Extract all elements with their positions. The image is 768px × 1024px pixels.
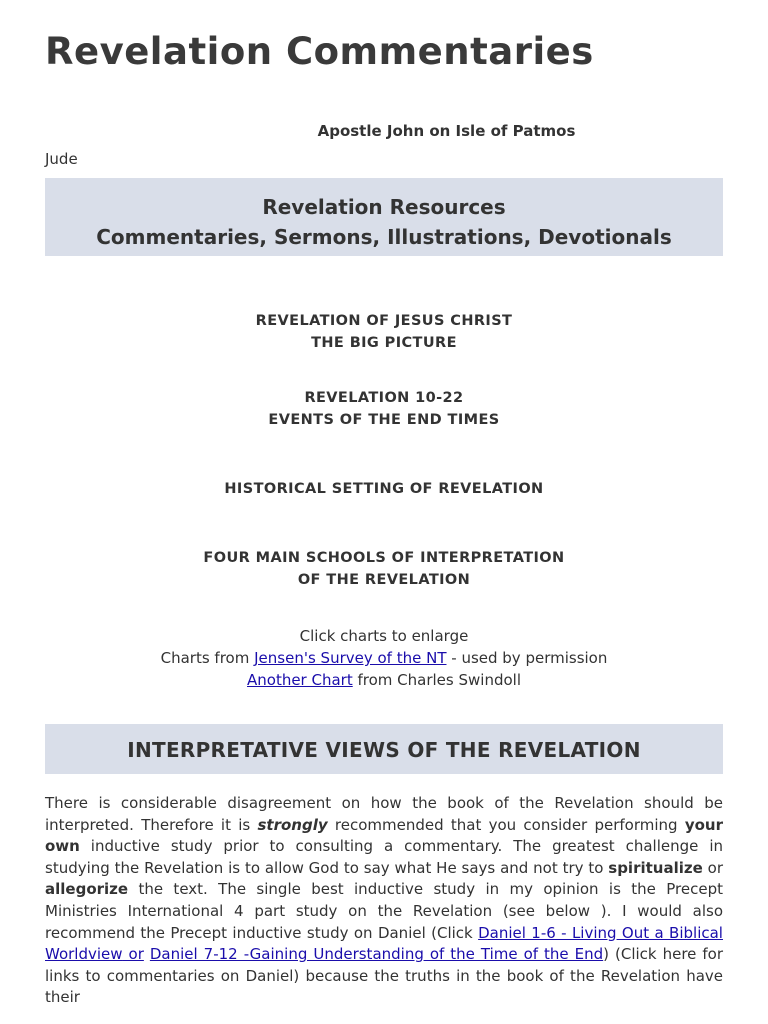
para-text: There is considerable disagreement on how the book of the Revelation should be interpreted. Therefore it is	[45, 794, 723, 834]
charts-from-line	[0, 647, 768, 669]
resources-band-title: Revelation Resources	[262, 195, 506, 219]
chart-credits	[0, 625, 768, 691]
jensen-survey-link[interactable]: Jensen's Survey of the NT	[254, 649, 447, 667]
para-text: recommended that you consider performing	[334, 815, 678, 834]
chart-title-line: REVELATION OF JESUS CHRIST	[255, 313, 513, 329]
emphasis-allegorize: allegorize	[45, 880, 129, 899]
charts-from-text: Charts from	[160, 649, 250, 667]
chart-title-line: THE BIG PICTURE	[311, 335, 457, 351]
para-text: the text. The single best inductive study in my opinion is the Precept Ministries International 4 part study on the Revelation (see below ). I would also recommend the Precept inductive study on Daniel (Click	[45, 880, 723, 942]
chart-link-big-picture[interactable]	[0, 310, 768, 354]
para-text: ) (Click here for links to commentaries on Daniel) because the truths in the book of the Revelation have their	[45, 945, 723, 1007]
para-text: inductive study prior to consulting a commentary. The greatest challenge in studying the Revelation is to allow God to say what He says and not try to	[45, 837, 723, 877]
chart-title-line: HISTORICAL SETTING OF REVELATION	[224, 481, 544, 497]
emphasis-spiritualize: spiritualize	[608, 858, 703, 877]
views-heading: INTERPRETATIVE VIEWS OF THE REVELATION	[127, 738, 641, 762]
or-link[interactable]: or	[122, 945, 144, 964]
chart-link-historical-setting[interactable]	[0, 478, 768, 500]
chart-link-end-times[interactable]	[0, 387, 768, 431]
para-text: or	[707, 858, 723, 877]
emphasis-your-own: your own	[45, 815, 723, 856]
chart-title-line: EVENTS OF THE END TIMES	[268, 412, 500, 428]
resources-band	[45, 178, 723, 256]
chart-title-line: REVELATION 10-22	[304, 390, 464, 406]
intro-paragraph	[45, 793, 723, 1009]
prev-book-link[interactable]: Jude	[45, 150, 78, 168]
chart-link-schools-of-interpretation[interactable]	[0, 547, 768, 591]
used-by-text: - used by permission	[451, 649, 608, 667]
click-note: Click charts to enlarge	[299, 627, 469, 645]
resources-band-subtitle: Commentaries, Sermons, Illustrations, Devotionals	[96, 225, 672, 249]
chart-title-line: OF THE REVELATION	[297, 572, 471, 588]
image-caption: Apostle John on Isle of Patmos	[317, 122, 576, 140]
from-swindoll-text: from Charles Swindoll	[357, 671, 521, 689]
another-chart-link[interactable]: Another Chart	[247, 671, 353, 689]
page-title: Revelation Commentaries	[45, 30, 594, 73]
chart-title-line: FOUR MAIN SCHOOLS OF INTERPRETATION	[203, 550, 565, 566]
another-chart-line	[0, 669, 768, 691]
daniel-7-12-link[interactable]: Daniel 7-12 -Gaining Understanding of the Time of the End	[149, 945, 604, 964]
daniel-1-6-link[interactable]: Daniel 1-6 - Living Out a Biblical Worldview	[45, 923, 723, 964]
views-band	[45, 724, 723, 774]
emphasis-strongly: strongly	[257, 815, 328, 834]
